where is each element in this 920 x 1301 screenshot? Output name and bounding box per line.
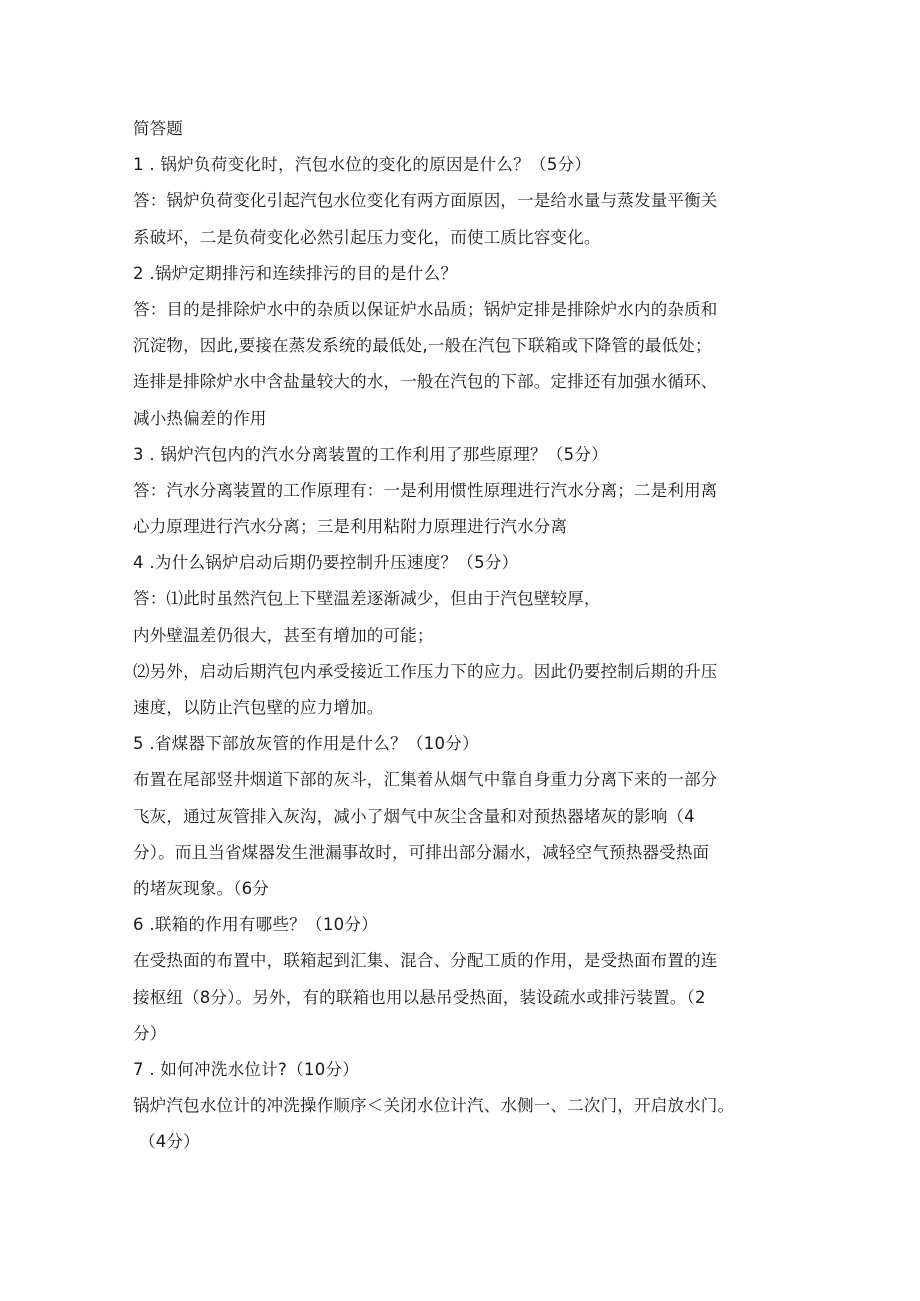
question-5: 5 .省煤器下部放灰管的作用是什么？（10分）	[133, 734, 479, 754]
answer-7-line-1: 锅炉汽包水位计的冲洗操作顺序＜关闭水位计汽、水侧一、二次门，开启放水门。	[133, 1096, 735, 1116]
question-3: 3 . 锅炉汽包内的汽水分离装置的工作利用了那些原理？（5分）	[133, 444, 609, 464]
answer-2-line-2: 沉淀物，因此,要接在蒸发系统的最低处,一般在汽包下联箱或下降管的最低处；	[133, 336, 712, 356]
answer-6-line-1: 在受热面的布置中，联箱起到汇集、混合、分配工质的作用，是受热面布置的连	[133, 951, 718, 971]
answer-4-line-3: ⑵另外，启动后期汽包内承受接近工作压力下的应力。因此仍要控制后期的升压	[133, 661, 718, 681]
answer-5-line-4: 的堵灰现象。（6分	[133, 878, 270, 898]
answer-4-line-2: 内外壁温差仍很大，甚至有增加的可能；	[133, 625, 434, 645]
answer-1-line-1: 答：锅炉负荷变化引起汽包水位变化有两方面原因，一是给水量与蒸发量平衡关	[133, 191, 718, 211]
question-6: 6 .联箱的作用有哪些？（10分）	[133, 915, 379, 935]
answer-5-line-2: 飞灰，通过灰管排入灰沟，减小了烟气中灰尘含量和对预热器堵灰的影响（4	[133, 806, 695, 826]
answer-4-line-4: 速度，以防止汽包壁的应力增加。	[133, 698, 384, 717]
answer-3-line-1: 答：汽水分离装置的工作原理有：一是利用惯性原理进行汽水分离；二是利用离	[133, 480, 718, 500]
question-1: 1 . 锅炉负荷变化时，汽包水位的变化的原因是什么？（5分）	[133, 155, 592, 175]
answer-1-line-2: 系破坏，二是负荷变化必然引起压力变化，而使工质比容变化。	[133, 227, 601, 247]
answer-5-line-1: 布置在尾部竖井烟道下部的灰斗，汇集着从烟气中靠自身重力分离下来的一部分	[133, 770, 718, 790]
answer-6-line-2: 接枢纽（8分）。另外，有的联箱也用以悬吊受热面，装设疏水或排污装置。（2	[133, 987, 706, 1007]
answer-2-line-3: 连排是排除炉水中含盐量较大的水，一般在汽包的下部。定排还有加强水循环、	[133, 372, 718, 392]
document-body	[133, 111, 803, 1160]
answer-7-line-2: （4分）	[139, 1132, 200, 1152]
answer-2-line-4: 减小热偏差的作用	[133, 408, 267, 428]
answer-3-line-2: 心力原理进行汽水分离；三是利用粘附力原理进行汽水分离	[133, 517, 568, 537]
answer-2-line-1: 答：目的是排除炉水中的杂质以保证炉水品质；锅炉定排是排除炉水内的杂质和	[133, 299, 718, 319]
answer-4-line-1: 答：⑴此时虽然汽包上下壁温差逐渐减少，但由于汽包壁较厚，	[133, 589, 601, 609]
question-2: 2 .锅炉定期排污和连续排污的目的是什么？	[133, 263, 458, 283]
section-heading: 简答题	[133, 119, 184, 138]
question-7: 7 . 如何冲洗水位计?（10分）	[133, 1059, 360, 1079]
answer-6-line-3: 分）	[133, 1023, 167, 1043]
answer-5-line-3: 分）。而且当省煤器发生泄漏事故时，可排出部分漏水，减轻空气预热器受热面	[133, 842, 710, 862]
question-4: 4 .为什么锅炉启动后期仍要控制升压速度？（5分）	[133, 553, 519, 573]
